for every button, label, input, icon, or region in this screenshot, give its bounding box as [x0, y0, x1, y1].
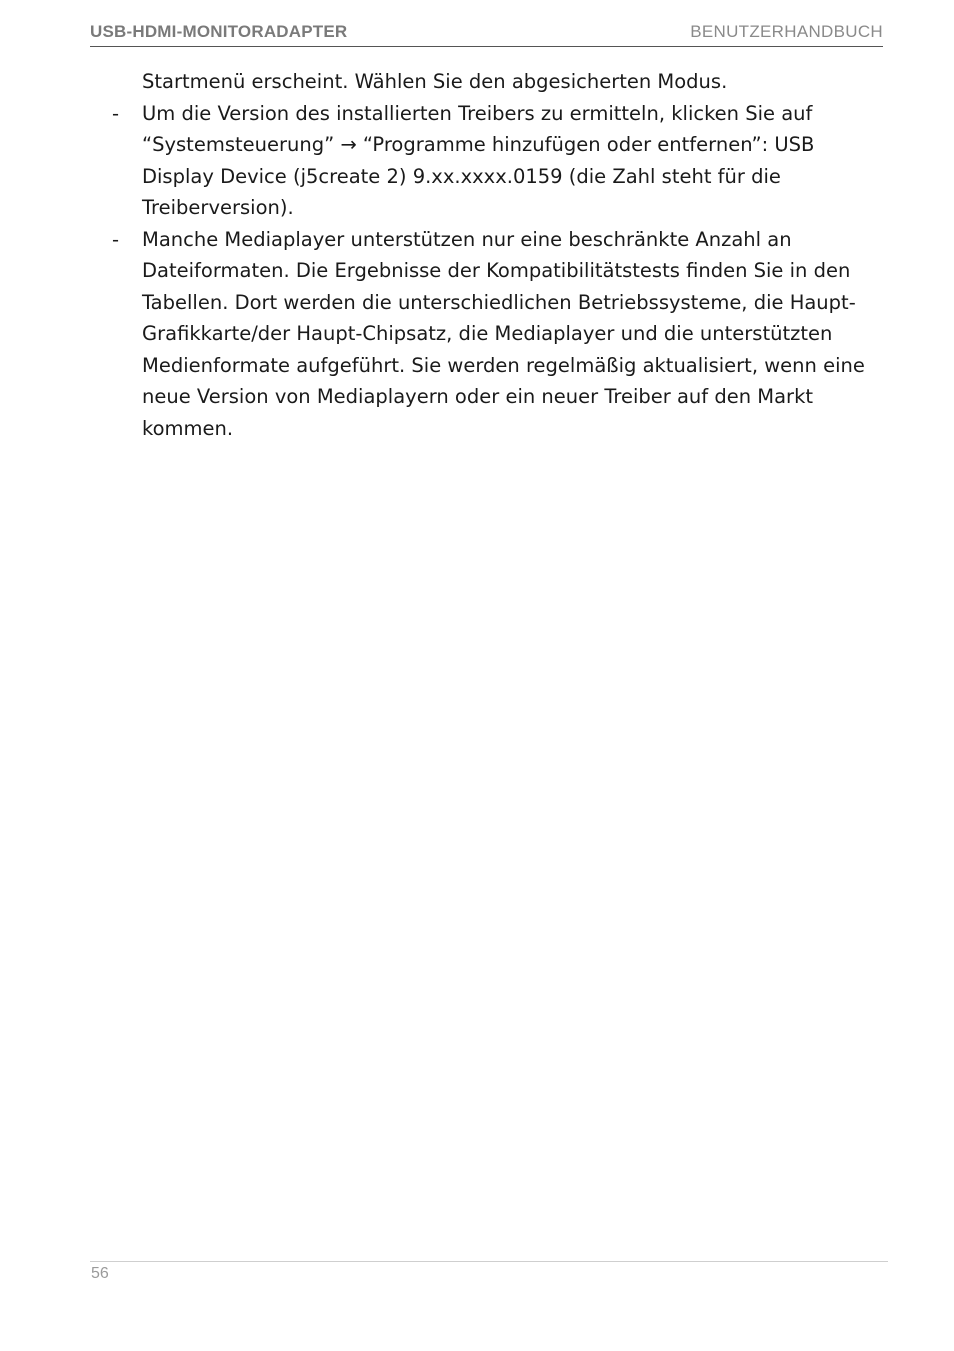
list-item-text: Manche Mediaplayer unterstützen nur eine beschränkte Anzahl an Dateiformaten. Die Ergebnisse der Kompatibilitätstests finden Sie in den Tabellen. Dort werden die unterschiedlichen Betriebssysteme, die Haupt-Grafikkarte/der Haupt-Chipsatz, die Mediaplayer und die unterstützten Medienformate aufgeführt. Sie werden regelmäßig aktualisiert, wenn eine neue Version von Mediaplayern oder ein neuer Treiber auf den Markt kommen.: [142, 227, 865, 440]
page-number: 56: [91, 1265, 109, 1282]
continuation-paragraph: Startmenü erscheint. Wählen Sie den abgesicherten Modus.: [142, 70, 728, 93]
header-manual-title: BENUTZERHANDBUCH: [690, 22, 883, 41]
list-item: [90, 98, 890, 224]
list-item-text: Um die Version des installierten Treibers zu ermitteln, klicken Sie auf “Systemsteuerung” → “Programme hinzufügen oder entfernen”: USB Display Device (j5create 2) 9.xx.xxxx.0159 (die Zahl steht für die Treiberversion).: [142, 101, 815, 219]
bullet-dash: -: [112, 101, 120, 125]
bullet-dash: -: [112, 227, 120, 251]
list-item: [90, 224, 890, 445]
page-header: [90, 20, 883, 47]
page-content: [90, 66, 890, 444]
header-product-title: USB-HDMI-MONITORADAPTER: [90, 22, 348, 41]
footer-divider: [90, 1261, 888, 1262]
